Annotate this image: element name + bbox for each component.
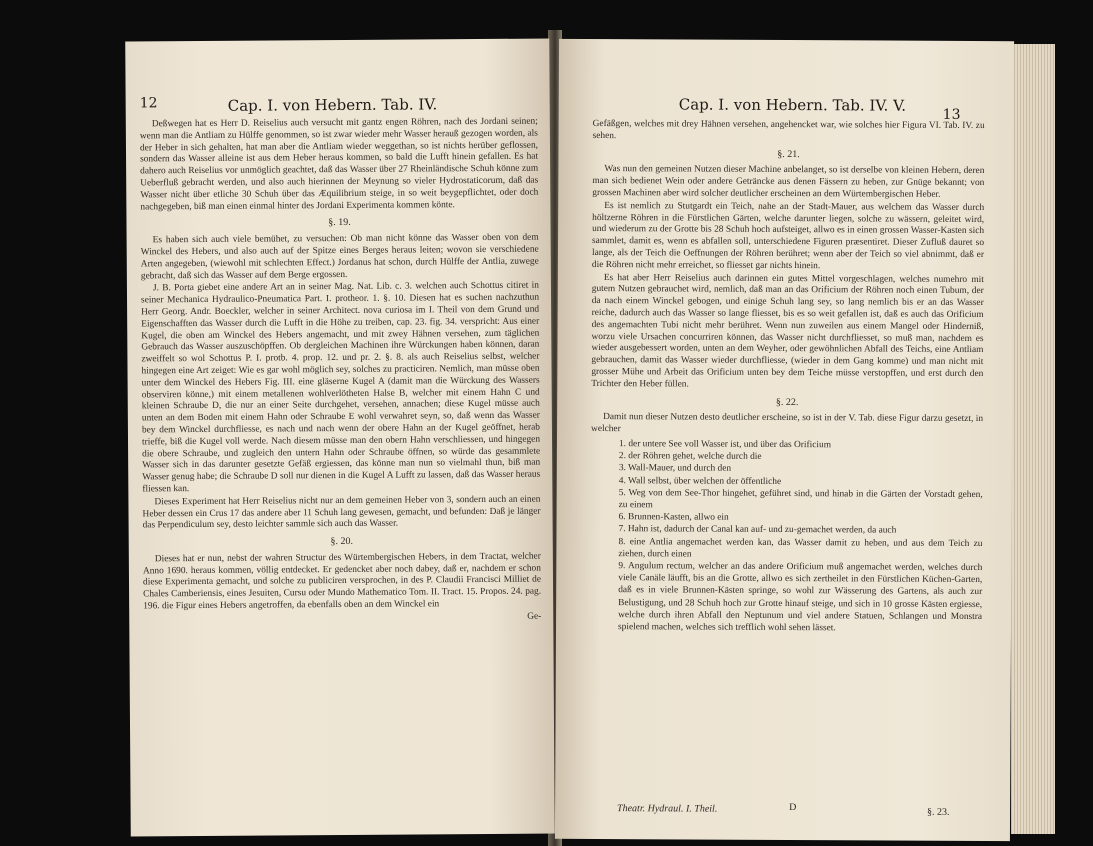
paragraph: Es ist nemlich zu Stutgardt ein Teich, nahe an der Stadt-Mauer, aus welchem das Wasser durch höltzerne Röhren in die Fürstlichen Gärten, welche darunter liegen, solche zu wässern, geleitet wird, und wiederum zu der Grotte bis 28 Schuh hoch aufsteiget, allwo es in einen grossen Wasser-Kasten sich sammlet, damit es, wenn es abfallen soll, unterschiedene Figuren præsentiret. Dieser Zufluß dauret so lange, als der Teich die Oeffnungen der Röhren berühret; wenn aber der Teich so viel abnimmt, daß er die Röhren nicht mehr erreichet, so fliesset gar nichts hinein. [591,200,985,271]
paragraph: Es haben sich auch viele bemühet, zu versuchen: Ob man nicht könne das Wasser oben von dem Winckel des Hebers, und also auch auf der Spitze eines Berges heraus leiten; wovon sie verschiedene Arten angegeben, (wiewohl mit schlechten Effect.) Jordanus hat schon, durch Hülffe der Antlia, zuwege gebracht, daß sich das Wasser auf dem Berge ergossen. [140,232,539,281]
paragraph: Dieses hat er nun, nebst der wahren Structur des Würtembergischen Hebers, in dem Tractat, welcher Anno 1690. heraus kommen, völlig entdecket. Er gedencket aber noch dabey, daß er, nachdem er schon diese Experimenta gemacht, und solche zu publiciren versprochen, in des P. Claudii Francisci Milliet de Chales Camberiensis, eines Jesuiten, Cursu oder Mundo Mathematico Tom. II. Tract. 15. Propos. 24. pag. 196. die Figur eines Hebers angetroffen, da ebenfalls oben an dem Winckel ein [142,551,542,612]
paragraph: Deßwegen hat es Herr D. Reiselius auch versucht mit gantz engen Röhren, nach des Jordani seinen; wenn man die Antliam zu Hülffe genommen, so ist zwar wieder mehr Wasser herauß gezogen worden, als der Heber in sich gehalten, hat man aber die Antliam wieder weggethan, so ist nichts herüber geflossen, sondern das Wasser alleine ist aus dem Heber heraus kommen, so bald die Lufft hinein gefallen. Es hat dahero auch Reiselius vor unmöglich geachtet, daß das Wasser über 27 Rheinländische Schuh könne zum Ueberfluß gebracht werden, und also auch hierinnen der Meynung so vieler Hydrostaticorum, daß das Wasser nicht über etliche 30 Schuh über das Æquilibrium steige, in so weit beygepflichtet, oder doch nachgegeben, biß man einen einmal hinter des Jordani Experimenta kommen könte. [139,116,539,212]
right-page-body [590,119,985,635]
list-item: 8. eine Antlia angemachet werden kan, das Wasser damit zu heben, und aus dem Teich zu ziehen, durch einen [618,536,983,560]
catchword: §. 23. [927,806,950,818]
paragraph: Was nun den gemeinen Nutzen dieser Machine anbelanget, so ist derselbe von kleinen Hebern, deren man sich bedienet Wein oder andere Geträncke aus denen Fässern zu heben, zur Gnüge bekannt; von grossen Machinen aber wird solcher deutlicher erscheinen an dem Würtembergischen Heber. [592,164,985,200]
list-item: 9. Angulum rectum, welcher an das andere Orificium muß angemachet werden, welches durch viele Canäle läufft, bis an die Grotte, allwo es sich zertheilet in den Fürstlichen Küchen-Garten, daß es in viele Brunnen-Kästen springe, so wohl zur Wässerung des Gartens, als auch zur Belustigung, und 28 Schuh hoch zur Grotte hinauf steige, und sich in 10 grosse Kästen ergiesse, welche durch ihren Abfall den Neptunum und viel andere Statuen, Schlangen und Monstra spielend machen, welches sich trefflich wohl sehen lässet. [617,561,983,634]
list-item: 4. Wall selbst, über welchen der öffentliche [618,475,782,487]
catchword: Ge- [527,611,542,622]
right-page-number: 13 [942,106,961,123]
list-item: 5. Weg von dem See-Thor hingehet, geführet sind, und hinab in die Gärten der Vorstadt gehen, zu einem [618,487,983,511]
paragraph: J. B. Porta giebet eine andere Art an in seiner Mag. Nat. Lib. c. 3. welchen auch Schottus citiret in seiner Mechanica Hydraulico-Pneumatica Part. I. protheor. 1. §. 10. Diesen hat es suchen nachzuthun Herr Georg. Andr. Boeckler, welcher in seiner Architect. nova curiosa im I. Theil von dem Grund und Eigenschafften das Wasser durch die Lufft in die Höhe zu treiben, cap. 23. fig. 34. verspricht: Aus einer Kugel, die oben am Winckel des Hebers angemacht, und mit zwey Hähnen versehen, zum täglichen Gebrauch das Wasser auszuschöpffen. Ob dergleichen Machinen ihre Würckungen haben können, daran zweiffelt so wol Schottus P. I. protb. 4. prop. 12. und pr. 2. §. 8. als auch Reiselius selbst, welcher hingegen eine Art zeiget: Wie es gar wohl möglich sey, solches zu practiciren. Nemlich, man müsse oben unter dem Winckel des Hebers Fig. III. eine gläserne Kugel A (damit man die Würckung des Wassers observiren könne,) mit einem metallenen wohlverlötheten Halse B, welcher mit einem Hahn C und kleinen Schraube D, die nur an einer Seite durchgehet, versehen, annachen; diese Kugel müsse auch unten an dem Boden mit einem Hahn oder Schraube E wohl verwahret seyn, so, daß wenn das Wasser bey dem Winckel durchfliesse, es nach und nach wenn der obere Hahn an der Kugel geöffnet, herab trieffe, biß die Kugel voll werde. Nach diesem müsse man den obern Hahn verschliessen, und hingegen die obere Schraube, und zugleich den untern Hahn oder Schraube öffnen, so würde das gesammlete Wasser sich in das darunter gesetzte Gefäß ergiessen, das könne man nun so vielmahl thun, biß man Wasser genug habe; die Schraube D soll nur dienen in die Kugel A Lufft zu lassen, daß das Wasser heraus fliessen kan. [141,280,541,495]
paragraph: Dieses Experiment hat Herr Reiselius nicht nur an dem gemeinen Heber von 3, sondern auch an einen Heber dessen ein Crus 17 das andere aber 11 Schuh lang gewesen, gemacht, und befunden: Daß je länger das Perpendiculum sey, desto leichter sammle sich auch das Wasser. [142,494,541,531]
list-item: 6. Brunnen-Kasten, allwo ein [618,512,729,523]
paragraph: Gefäßgen, welches mit drey Hähnen versehen, angehencket war, wie solches hier Figura VI. Tab. IV. zu sehen. [592,118,985,141]
list-item: 3. Wall-Mauer, und durch den [618,463,732,475]
right-page [555,39,1014,841]
left-running-head: Cap. I. von Hebern. Tab. IV. [227,95,438,115]
section-heading: §. 21. [777,148,800,160]
left-page-number: 12 [139,95,158,112]
signature-mark: D [789,802,797,814]
left-page-body [140,117,542,626]
paragraph: Damit nun dieser Nutzen desto deutlicher erscheine, so ist in der V. Tab. diese Figur darzu gesetzt, in welcher [591,412,984,435]
page-edges [1011,44,1055,834]
right-running-head: Cap. I. von Hebern. Tab. IV. V. [678,95,907,115]
left-page [125,39,555,837]
list-item: 2. der Röhren gehet, welche durch die [618,451,762,463]
section-heading: §. 20. [330,536,354,548]
footer-title: Theatr. Hydraul. I. Theil. [617,803,718,815]
section-heading: §. 22. [775,396,799,408]
paragraph: Es hat aber Herr Reiselius auch darinnen ein gutes Mittel vorgeschlagen, welches numehro mit gutem Nutzen gebrauchet wird, nemlich, daß man an das Orificium der Röhren noch einen Tubum, der da nach einem Winckel gebogen, und einige Schuh lang sey, so lang nemlich bis er an das Wasser reiche, dadurch auch das Wasser so lange fliesset, bis es so weit gefallen ist, daß es auch das Orificium des angemachten Tubi nicht mehr berühret. Wenn nun zuweilen aus einem Mangel oder Hinderniß, worzu viele Ursachen concurriren können, das Wasser nicht durchfliesset, so muß man, nachdem es wieder ausgebessert worden, unten an dem Weyher, oder gewöhnlichen Abfall des Teichs, eine Antliam gebrauchen, damit das Wasser wieder durchfliesse, (wieder in dem Gang komme) und man nicht mit grosser Mühe und Arbeit das Orificium unten bey dem Teiche müsse verstopffen, und erst durch den Trichter den Heber füllen. [591,272,984,390]
list-item: 7. Hahn ist, dadurch der Canal kan auf- und zu-gemachet werden, da auch [618,524,897,536]
numbered-list [618,438,983,635]
section-heading: §. 19. [328,217,351,229]
list-item: 1. der untere See voll Wasser ist, und über das Orificium [618,439,832,451]
